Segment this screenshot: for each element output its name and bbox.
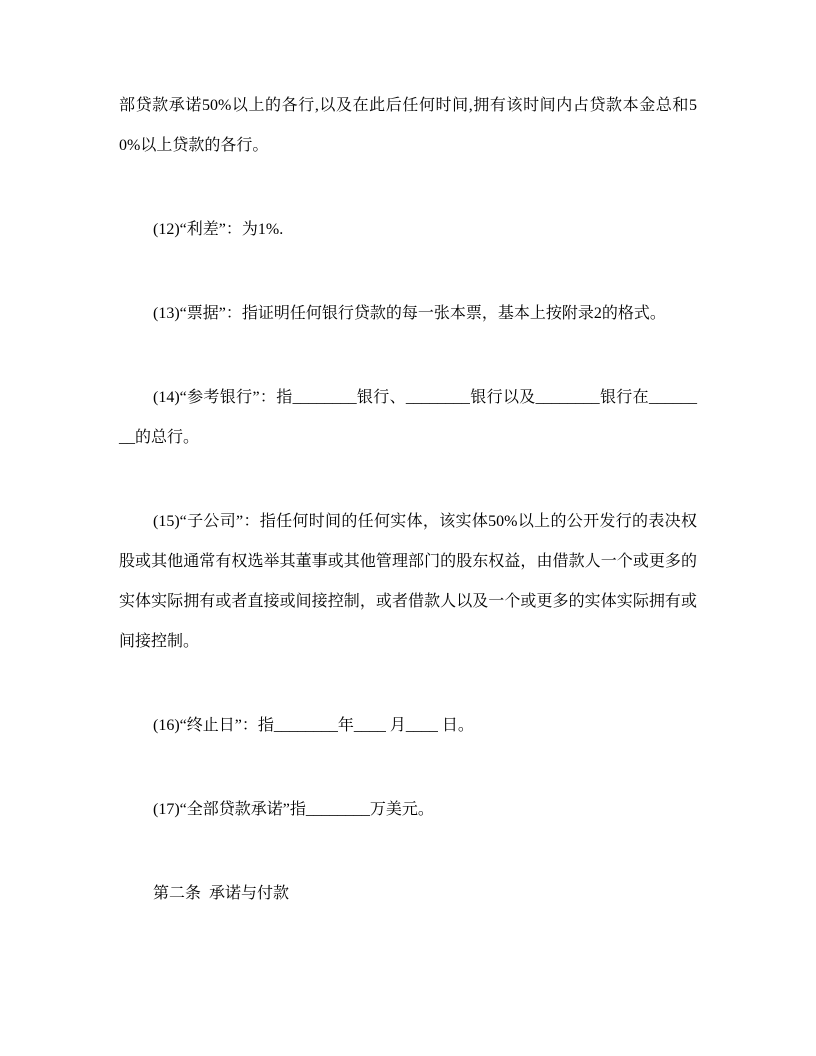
paragraph-continuation: 部贷款承诺50%以上的各行,以及在此后任何时间,拥有该时间内占贷款本金总和50%以上贷款的各行。 <box>119 97 697 154</box>
definition-17-total-loan-commitment-clause: (17)“全部贷款承诺”指________万美元。 <box>153 801 434 818</box>
definition-14-reference-banks-clause: (14)“参考银行”：指________银行、________银行以及________银行在________的总行。 <box>119 389 697 446</box>
definition-12-margin-clause: (12)“利差”：为1%. <box>153 221 284 238</box>
definition-13-notes-clause: (13)“票据”：指证明任何银行贷款的每一张本票，基本上按附录2的格式。 <box>153 305 666 322</box>
definition-15-subsidiary-clause: (15)“子公司”：指任何时间的任何实体，该实体50%以上的公开发行的表决权股或其他通常有权选举其董事或其他管理部门的股东权益，由借款人一个或更多的实体实际拥有或者直接或间接控制，或者借款人以及一个或更多的实体实际拥有或间接控制。 <box>119 513 697 650</box>
definition-16-termination-date-clause: (16)“终止日”：指________年____ 月____ 日。 <box>153 717 474 734</box>
section-heading-article-2: 第二条 承诺与付款 <box>153 885 290 902</box>
